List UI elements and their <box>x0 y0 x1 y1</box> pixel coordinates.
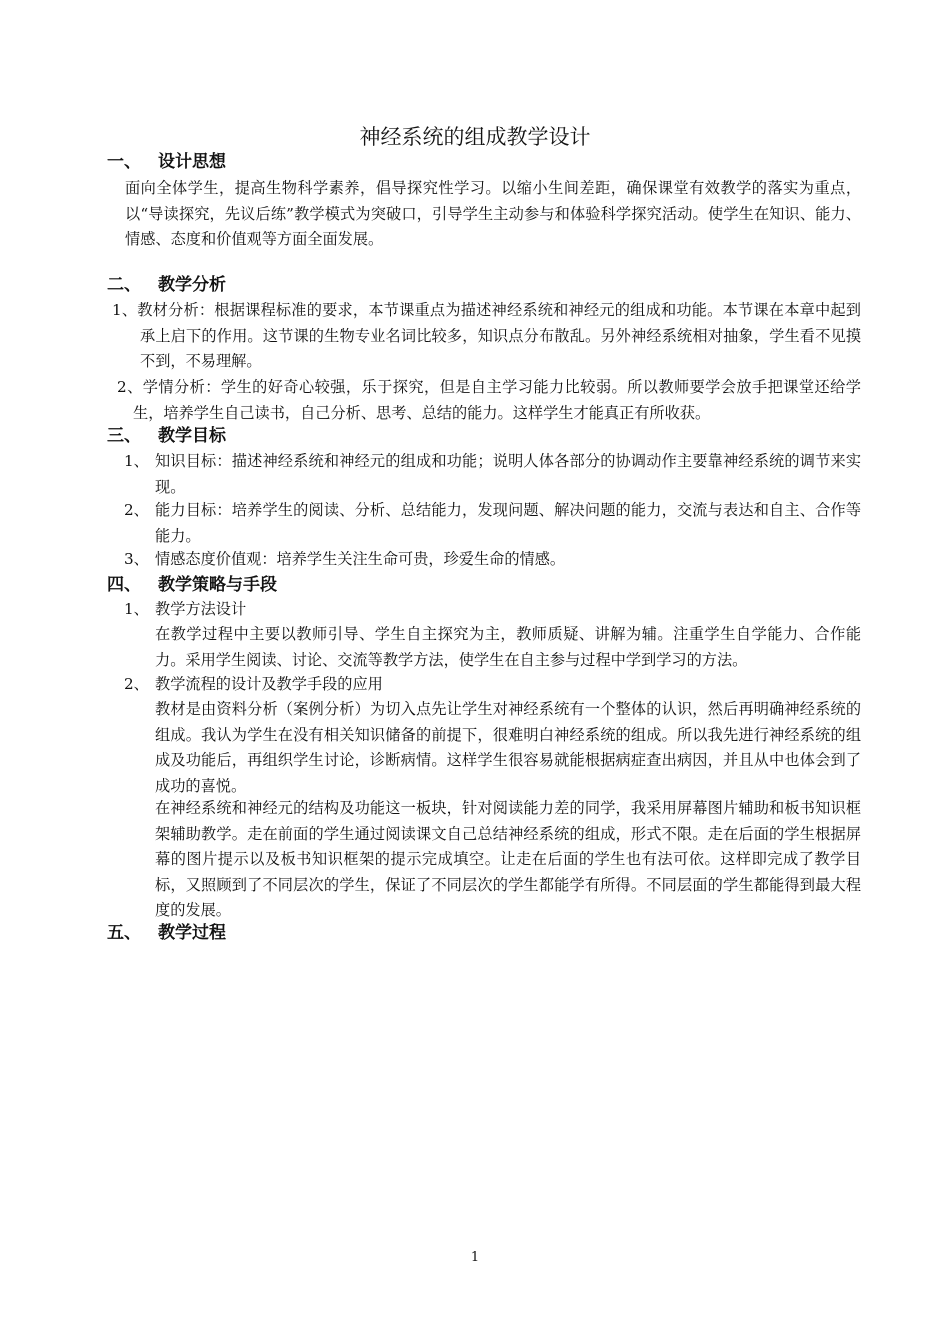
list-number: 1、 <box>124 452 149 470</box>
list-item: 能力目标：培养学生的阅读、分析、总结能力，发现问题、解决问题的能力，交流与表达和自主、合作等能力。 <box>155 501 861 545</box>
paragraph: 教材是由资料分析（案例分析）为切入点先让学生对神经系统有一个整体的认识，然后再明确神经系统的组成。我认为学生在没有相关知识储备的前提下，很难明白神经系统的组成。所以我先进行神经系统的组成及功能后，再组织学生讨论，诊断病情。这样学生很容易就能根据病症查出病因，并且从中也体会到了成功的喜悦。 <box>155 700 861 795</box>
section-title: 教学策略与手段 <box>158 575 277 595</box>
list-item: 情感态度价值观：培养学生关注生命可贵，珍爱生命的情感。 <box>155 550 566 568</box>
section-number: 一、 <box>107 152 141 172</box>
list-item: 1、教材分析：根据课程标准的要求，本节课重点为描述神经系统和神经元的组成和功能。本节课在本章中起到承上启下的作用。这节课的生物专业名词比较多，知识点分布散乱。另外神经系统相对抽象，学生看不见摸不到，不易理解。 <box>112 301 861 370</box>
section-title: 教学目标 <box>158 426 226 446</box>
subsection-title: 教学方法设计 <box>155 600 247 618</box>
section-number: 二、 <box>107 275 141 295</box>
section-number: 三、 <box>107 426 141 446</box>
section-heading-5 <box>107 921 407 945</box>
section-heading-3 <box>107 424 407 448</box>
paragraph: 在神经系统和神经元的结构及功能这一板块，针对阅读能力差的同学，我采用屏幕图片辅助和板书知识框架辅助教学。走在前面的学生通过阅读课文自己总结神经系统的组成，形式不限。走在后面的学生根据屏幕的图片提示以及板书知识框架的提示完成填空。让走在后面的学生也有法可依。这样即完成了教学目标，又照顾到了不同层次的学生，保证了不同层次的学生都能学有所得。不同层面的学生都能得到最大程度的发展。 <box>155 799 861 919</box>
list-number: 1、 <box>124 600 149 618</box>
list-number: 2、 <box>124 501 149 519</box>
section-heading-2 <box>107 273 407 297</box>
section-number: 四、 <box>107 575 141 595</box>
section-title: 教学过程 <box>158 923 226 943</box>
section-number: 五、 <box>107 923 141 943</box>
document-title: 神经系统的组成教学设计 <box>359 125 591 149</box>
paragraph: 面向全体学生，提高生物科学素养，倡导探究性学习。以缩小生间差距，确保课堂有效教学的落实为重点，以“导读探究，先议后练”教学模式为突破口，引导学生主动参与和体验科学探究活动。使学生在知识、能力、情感、态度和价值观等方面全面发展。 <box>125 179 861 248</box>
page-number: 1 <box>470 1250 480 1265</box>
section-title: 教学分析 <box>158 275 226 295</box>
list-item: 知识目标：描述神经系统和神经元的组成和功能；说明人体各部分的协调动作主要靠神经系统的调节来实现。 <box>155 452 861 496</box>
list-number: 3、 <box>124 550 149 568</box>
paragraph: 在教学过程中主要以教师引导、学生自主探究为主，教师质疑、讲解为辅。注重学生自学能力、合作能力。采用学生阅读、讨论、交流等教学方法，使学生在自主参与过程中学到学习的方法。 <box>155 625 861 669</box>
subsection-title: 教学流程的设计及教学手段的应用 <box>155 675 383 693</box>
list-item: 2、学情分析：学生的好奇心较强，乐于探究，但是自主学习能力比较弱。所以教师要学会放手把课堂还给学生，培养学生自己读书，自己分析、思考、总结的能力。这样学生才能真正有所收获。 <box>117 378 861 422</box>
section-heading-4 <box>107 573 507 597</box>
section-heading-1 <box>107 150 407 174</box>
section-title: 设计思想 <box>158 152 226 172</box>
list-number: 2、 <box>124 675 149 693</box>
